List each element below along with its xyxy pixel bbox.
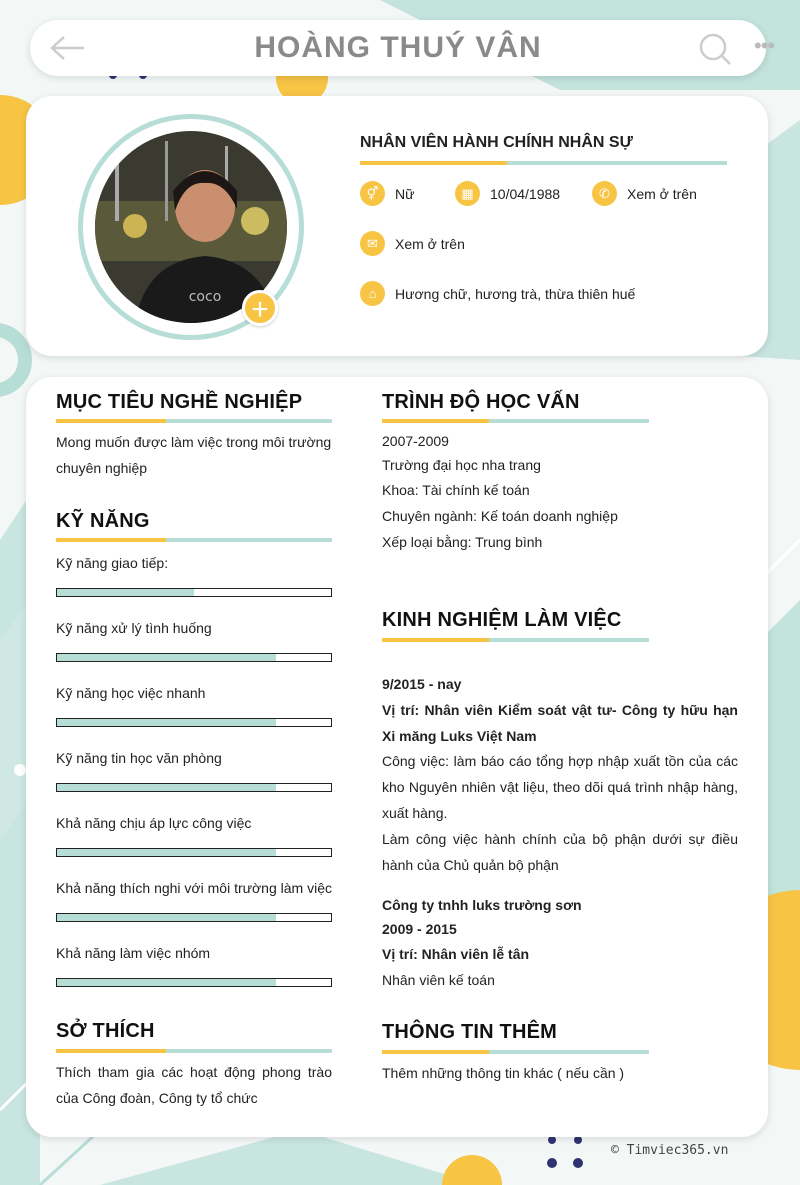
skill-label: Khả năng thích nghi với môi trường làm việc bbox=[56, 880, 332, 896]
skill-bar-fill bbox=[57, 654, 276, 661]
job-title: NHÂN VIÊN HÀNH CHÍNH NHÂN SỰ bbox=[360, 134, 633, 151]
job2-company: Công ty tnhh luks trường sơn bbox=[382, 897, 582, 913]
education-major: Chuyên ngành: Kế toán doanh nghiệp bbox=[382, 508, 618, 524]
phone-value: Xem ở trên bbox=[627, 185, 697, 202]
job1-position: Vị trí: Nhân viên Kiểm soát vật tư- Công ty hữu hạn Xi măng Luks Việt Nam bbox=[382, 702, 738, 744]
objective-underline bbox=[56, 419, 332, 423]
extra-info-title: THÔNG TIN THÊM bbox=[382, 1021, 558, 1043]
hobbies-underline bbox=[56, 1049, 332, 1053]
title-underline bbox=[360, 161, 727, 165]
back-arrow-icon[interactable] bbox=[48, 34, 88, 62]
education-faculty: Khoa: Tài chính kế toán bbox=[382, 482, 530, 498]
gender-info bbox=[360, 181, 414, 206]
watermark: © Timviec365.vn bbox=[611, 1143, 729, 1158]
profile-card bbox=[26, 96, 768, 356]
skill-bar bbox=[56, 653, 332, 662]
education-school: Trường đại học nha trang bbox=[382, 457, 541, 473]
job1-description: Công việc: làm báo cáo tổng hợp nhập xuất tồn của các kho Nguyên nhiên vật liệu, theo dõi quá trình nhập hàng, xuất hàng. bbox=[382, 753, 738, 821]
skill-bar-fill bbox=[57, 784, 276, 791]
experience-underline bbox=[382, 638, 649, 642]
objective-title: MỤC TIÊU NGHỀ NGHIỆP bbox=[56, 391, 303, 413]
skill-bar-fill bbox=[57, 979, 276, 986]
calendar-icon: ▦ bbox=[455, 181, 480, 206]
education-period: 2007-2009 bbox=[382, 433, 449, 449]
education-title: TRÌNH ĐỘ HỌC VẤN bbox=[382, 391, 580, 413]
address-value: Hương chữ, hương trà, thừa thiên huế bbox=[395, 285, 636, 302]
skill-label: Kỹ năng giao tiếp: bbox=[56, 555, 169, 571]
home-icon: ⌂ bbox=[360, 281, 385, 306]
gender-value: Nữ bbox=[395, 185, 415, 202]
svg-text:coco: coco bbox=[188, 289, 222, 305]
phone-info bbox=[592, 181, 697, 206]
candidate-name: HOÀNG THUÝ VÂN bbox=[254, 31, 542, 64]
skill-label: Khả năng làm việc nhóm bbox=[56, 945, 211, 961]
skill-bar bbox=[56, 848, 332, 857]
experience-title: KINH NGHIỆM LÀM VIỆC bbox=[382, 609, 622, 631]
skill-label: Kỹ năng xử lý tình huống bbox=[56, 620, 212, 636]
phone-icon: ✆ bbox=[592, 181, 617, 206]
skill-bar bbox=[56, 978, 332, 987]
birthday-info bbox=[455, 181, 560, 206]
job1-description-2: Làm công việc hành chính của bộ phận dưới sự điều hành của Chủ quản bộ phận bbox=[382, 831, 738, 873]
skill-bar bbox=[56, 783, 332, 792]
header-bar bbox=[30, 20, 775, 76]
hobbies-text: Thích tham gia các hoạt động phong trào của Công đoàn, Công ty tổ chức bbox=[56, 1064, 332, 1106]
search-icon[interactable] bbox=[698, 32, 732, 66]
skill-bar-fill bbox=[57, 914, 276, 921]
objective-text: Mong muốn được làm việc trong môi trường chuyên nghiệp bbox=[56, 434, 332, 476]
skills-underline bbox=[56, 538, 332, 542]
email-icon: ✉ bbox=[360, 231, 385, 256]
skill-label: Khả năng chịu áp lực công việc bbox=[56, 815, 252, 831]
more-options-icon[interactable]: ••• bbox=[754, 33, 775, 58]
birthday-value: 10/04/1988 bbox=[490, 185, 561, 202]
skill-bar-fill bbox=[57, 719, 276, 726]
email-info bbox=[360, 231, 465, 256]
job2-period: 2009 - 2015 bbox=[382, 921, 457, 937]
education-grade: Xếp loại bằng: Trung bình bbox=[382, 534, 543, 550]
job1-period: 9/2015 - nay bbox=[382, 676, 462, 692]
skill-bar-fill bbox=[57, 849, 276, 856]
skill-bar bbox=[56, 588, 332, 597]
hobbies-title: SỞ THÍCH bbox=[56, 1020, 155, 1042]
skill-bar-fill bbox=[57, 589, 194, 596]
job2-position: Vị trí: Nhân viên lễ tân bbox=[382, 946, 530, 962]
add-photo-button[interactable]: + bbox=[242, 290, 278, 326]
extra-info-underline bbox=[382, 1050, 649, 1054]
skill-bar bbox=[56, 718, 332, 727]
gender-icon: ⚥ bbox=[360, 181, 385, 206]
email-value: Xem ở trên bbox=[395, 235, 465, 252]
skill-label: Kỹ năng tin học văn phòng bbox=[56, 750, 222, 766]
extra-info-text: Thêm những thông tin khác ( nếu cần ) bbox=[382, 1065, 625, 1081]
resume-body-card bbox=[26, 377, 768, 1137]
skill-bar bbox=[56, 913, 332, 922]
address-info bbox=[360, 281, 635, 306]
skill-label: Kỹ năng học việc nhanh bbox=[56, 685, 206, 701]
education-underline bbox=[382, 419, 649, 423]
job2-description: Nhân viên kế toán bbox=[382, 972, 495, 988]
skills-title: KỸ NĂNG bbox=[56, 510, 150, 532]
